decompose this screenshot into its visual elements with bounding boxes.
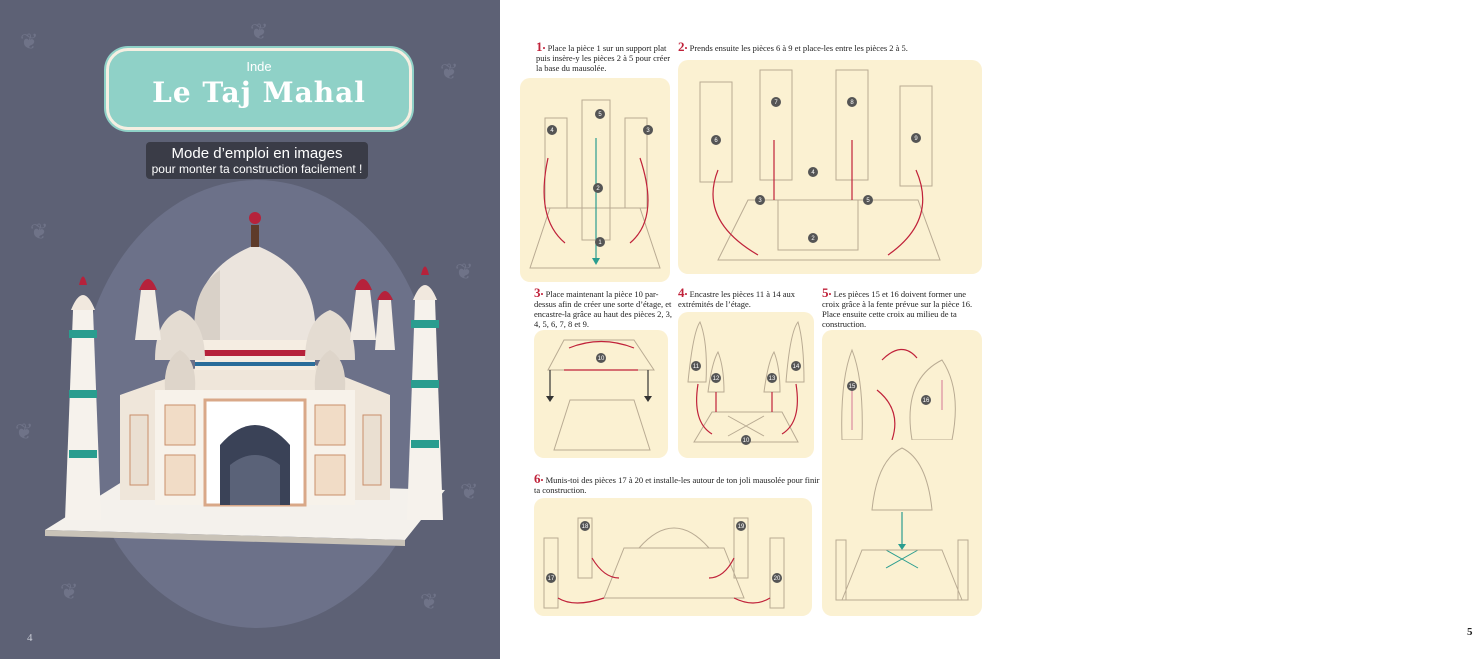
ornament-icon: ❦ [60,580,79,605]
piece-label-4: 5 [598,112,602,118]
step-3-diagram [534,330,668,458]
piece-label-5: 3 [646,128,650,134]
piece-label-7: 7 [774,100,778,106]
taj-mahal-model-illustration [45,190,465,550]
piece-label-1: 1 [598,240,602,246]
step-2-panel [678,60,982,274]
right-page [500,0,1473,659]
page-number-left: 4 [27,632,33,644]
step-5-number: 5 [822,285,829,300]
title-banner [106,48,412,130]
step-1-panel [520,78,670,282]
step-1-text: 1• Place la pièce 1 sur un support plat puis insère-y les pièces 2 à 5 pour créer la base du mausolée. [536,39,671,73]
piece-label-14: 14 [792,364,800,370]
piece-label-16: 16 [922,398,930,404]
step-4-panel [678,312,814,458]
step-3-number: 3 [534,285,541,300]
page-number-right: 5 [1467,626,1473,638]
step-2-diagram [678,60,982,274]
subtitle-line-1: Mode d’emploi en images [171,145,343,162]
subtitle-box [146,142,368,179]
country-label: Inde [246,59,272,74]
step-1-diagram [520,78,670,282]
piece-label-2b: 2 [811,236,815,242]
step-3-text: 3• Place maintenant la pièce 10 par-dessus afin de créer une sorte d’étage, et encastre-la grâce au haut des pièces 2, 3, 4, 5, 6, 7, 8 et 9. [534,285,673,329]
piece-label-20: 20 [773,576,781,582]
step-3-instructions: Place maintenant la pièce 10 par-dessus afin de créer une sorte d’étage, et encastre-la grâce au haut des pièces 2, 3, 4, 5, 6, 7, 8 et 9. [534,289,673,329]
ornament-icon: ❦ [250,20,269,45]
piece-label-12: 12 [712,376,720,382]
piece-label-5b: 5 [866,198,870,204]
left-page [0,0,500,659]
step-4-number: 4 [678,285,685,300]
step-2-instructions: Prends ensuite les pièces 6 à 9 et place-les entre les pièces 2 à 5. [689,43,908,53]
step-5-text: 5• Les pièces 15 et 16 doivent former une croix grâce à la fente prévue sur la pièce 16. Place ensuite cette croix au milieu de ta construction. [822,285,973,329]
piece-label-13: 13 [768,376,776,382]
step-6-instructions: Munis-toi des pièces 17 à 20 et installe-les autour de ton joli mausolée pour finir ta construction. [534,475,820,495]
subtitle-line-2: pour monter ta construction facilement ! [151,162,363,176]
piece-label-8: 8 [850,100,854,106]
piece-label-6: 6 [714,138,718,144]
ornament-icon: ❦ [455,260,474,285]
step-4-instructions: Encastre les pièces 11 à 14 aux extrémités de l’étage. [678,289,796,309]
piece-label-3: 4 [550,128,554,134]
piece-label-2: 2 [596,186,600,192]
piece-label-10b: 10 [742,438,750,444]
piece-label-17: 17 [547,576,555,582]
ornament-icon: ❦ [30,220,49,245]
piece-label-10: 10 [597,356,605,362]
piece-label-15: 15 [848,384,856,390]
step-6-diagram [534,498,812,616]
final-assembly-panel [822,440,982,616]
piece-label-4b: 4 [811,170,815,176]
step-2-text: 2• Prends ensuite les pièces 6 à 9 et place-les entre les pièces 2 à 5. [678,39,908,54]
piece-label-11: 11 [692,364,700,370]
final-assembly-diagram [822,440,982,616]
ornament-icon: ❦ [15,420,34,445]
ornament-icon: ❦ [460,480,479,505]
ornament-icon: ❦ [20,30,39,55]
step-4-diagram [678,312,814,458]
step-4-text: 4• Encastre les pièces 11 à 14 aux extrémités de l’étage. [678,285,796,309]
piece-label-3b: 3 [758,198,762,204]
step-6-number: 6 [534,471,541,486]
step-3-panel [534,330,668,458]
step-2-number: 2 [678,39,685,54]
step-5-panel [822,330,982,458]
step-6-text: 6• Munis-toi des pièces 17 à 20 et installe-les autour de ton joli mausolée pour finir ta construction. [534,471,820,495]
step-1-instructions: Place la pièce 1 sur un support plat puis insère-y les pièces 2 à 5 pour créer la base du mausolée. [536,43,671,73]
piece-label-18: 18 [581,524,589,530]
ornament-icon: ❦ [440,60,459,85]
step-5-diagram [822,330,982,458]
ornament-icon: ❦ [420,590,439,615]
piece-label-19: 19 [737,524,745,530]
step-6-panel [534,498,812,616]
step-5-instructions: Les pièces 15 et 16 doivent former une croix grâce à la fente prévue sur la pièce 16. Place ensuite cette croix au milieu de ta construction. [822,289,973,329]
piece-label-9: 9 [914,136,918,142]
page-title: Le Taj Mahal [152,76,366,109]
step-1-number: 1 [536,39,543,54]
